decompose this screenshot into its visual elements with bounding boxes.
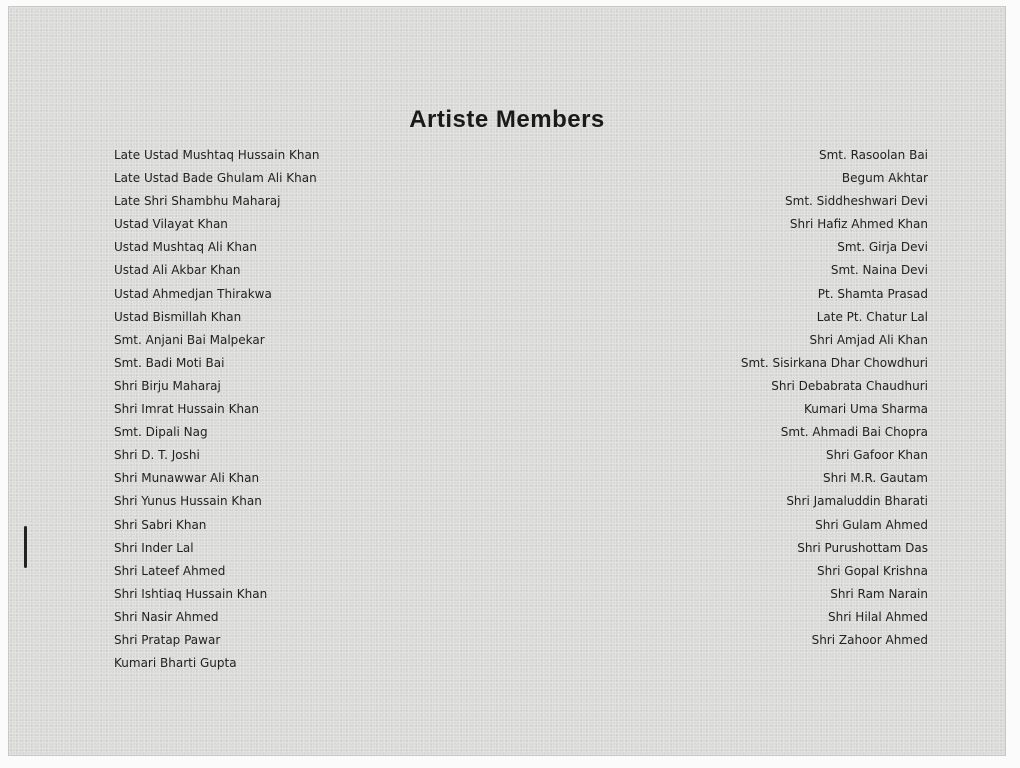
- member-name: Shri Nasir Ahmed: [114, 609, 219, 624]
- member-name: Shri Pratap Pawar: [114, 632, 221, 647]
- member-name: Late Shri Shambhu Maharaj: [114, 194, 281, 209]
- member-name: Shri Debabrata Chaudhuri: [771, 378, 928, 393]
- member-name: Smt. Sisirkana Dhar Chowdhuri: [740, 355, 928, 370]
- member-name: Smt. Girja Devi: [837, 240, 928, 255]
- member-name: Ustad Ahmedjan Thirakwa: [114, 286, 272, 301]
- member-name: Smt. Badi Moti Bai: [114, 355, 225, 370]
- member-name: Shri Birju Maharaj: [114, 378, 221, 393]
- left-members-list: [114, 144, 319, 675]
- member-name: Smt. Anjani Bai Malpekar: [114, 332, 265, 347]
- member-name: Shri Purushottam Das: [797, 540, 928, 555]
- member-name: Kumari Uma Sharma: [804, 402, 928, 417]
- member-name: Shri Ram Narain: [830, 586, 928, 601]
- member-name: Shri Gopal Krishna: [816, 563, 928, 578]
- member-name: Ustad Ali Akbar Khan: [114, 263, 241, 278]
- member-name: Ustad Vilayat Khan: [114, 217, 228, 232]
- member-name: Shri D. T. Joshi: [114, 448, 200, 463]
- member-name: Shri Zahoor Ahmed: [811, 632, 928, 647]
- member-name: Smt. Rasoolan Bai: [818, 148, 928, 162]
- member-name: Smt. Ahmadi Bai Chopra: [780, 425, 928, 440]
- right-members-list: [741, 144, 928, 652]
- member-name: Shri Sabri Khan: [114, 517, 207, 532]
- member-name: Ustad Bismillah Khan: [114, 309, 242, 324]
- member-name: Ustad Mushtaq Ali Khan: [114, 240, 257, 255]
- member-name: Shri Inder Lal: [114, 540, 194, 555]
- member-name: Shri Ishtiaq Hussain Khan: [114, 586, 268, 601]
- page-title: Artiste Members: [409, 106, 605, 134]
- member-name: Late Ustad Bade Ghulam Ali Khan: [114, 171, 317, 186]
- member-name: Smt. Dipali Nag: [114, 425, 208, 440]
- member-name: Kumari Bharti Gupta: [114, 656, 237, 671]
- member-name: Shri Imrat Hussain Khan: [114, 402, 260, 417]
- member-name: Pt. Shamta Prasad: [817, 286, 928, 301]
- member-name: Shri Hilal Ahmed: [827, 609, 928, 624]
- member-name: Shri Gulam Ahmed: [815, 517, 928, 532]
- member-name: Shri Jamaluddin Bharati: [786, 494, 928, 509]
- member-name: Shri Amjad Ali Khan: [809, 332, 928, 347]
- member-name: Shri Yunus Hussain Khan: [114, 494, 262, 509]
- member-name: Late Ustad Mushtaq Hussain Khan: [114, 148, 320, 162]
- member-name: Begum Akhtar: [841, 171, 928, 186]
- member-name: Shri Lateef Ahmed: [114, 563, 226, 578]
- member-name: Shri Munawwar Ali Khan: [114, 471, 260, 486]
- member-name: Shri Hafiz Ahmed Khan: [789, 217, 928, 232]
- document-page: [8, 6, 1006, 756]
- member-name: Shri M.R. Gautam: [822, 471, 928, 486]
- binding-mark: [24, 526, 27, 568]
- member-name: Late Pt. Chatur Lal: [816, 309, 928, 324]
- member-name: Smt. Siddheshwari Devi: [785, 194, 928, 209]
- member-name: Smt. Naina Devi: [830, 263, 928, 278]
- member-name: Shri Gafoor Khan: [825, 448, 928, 463]
